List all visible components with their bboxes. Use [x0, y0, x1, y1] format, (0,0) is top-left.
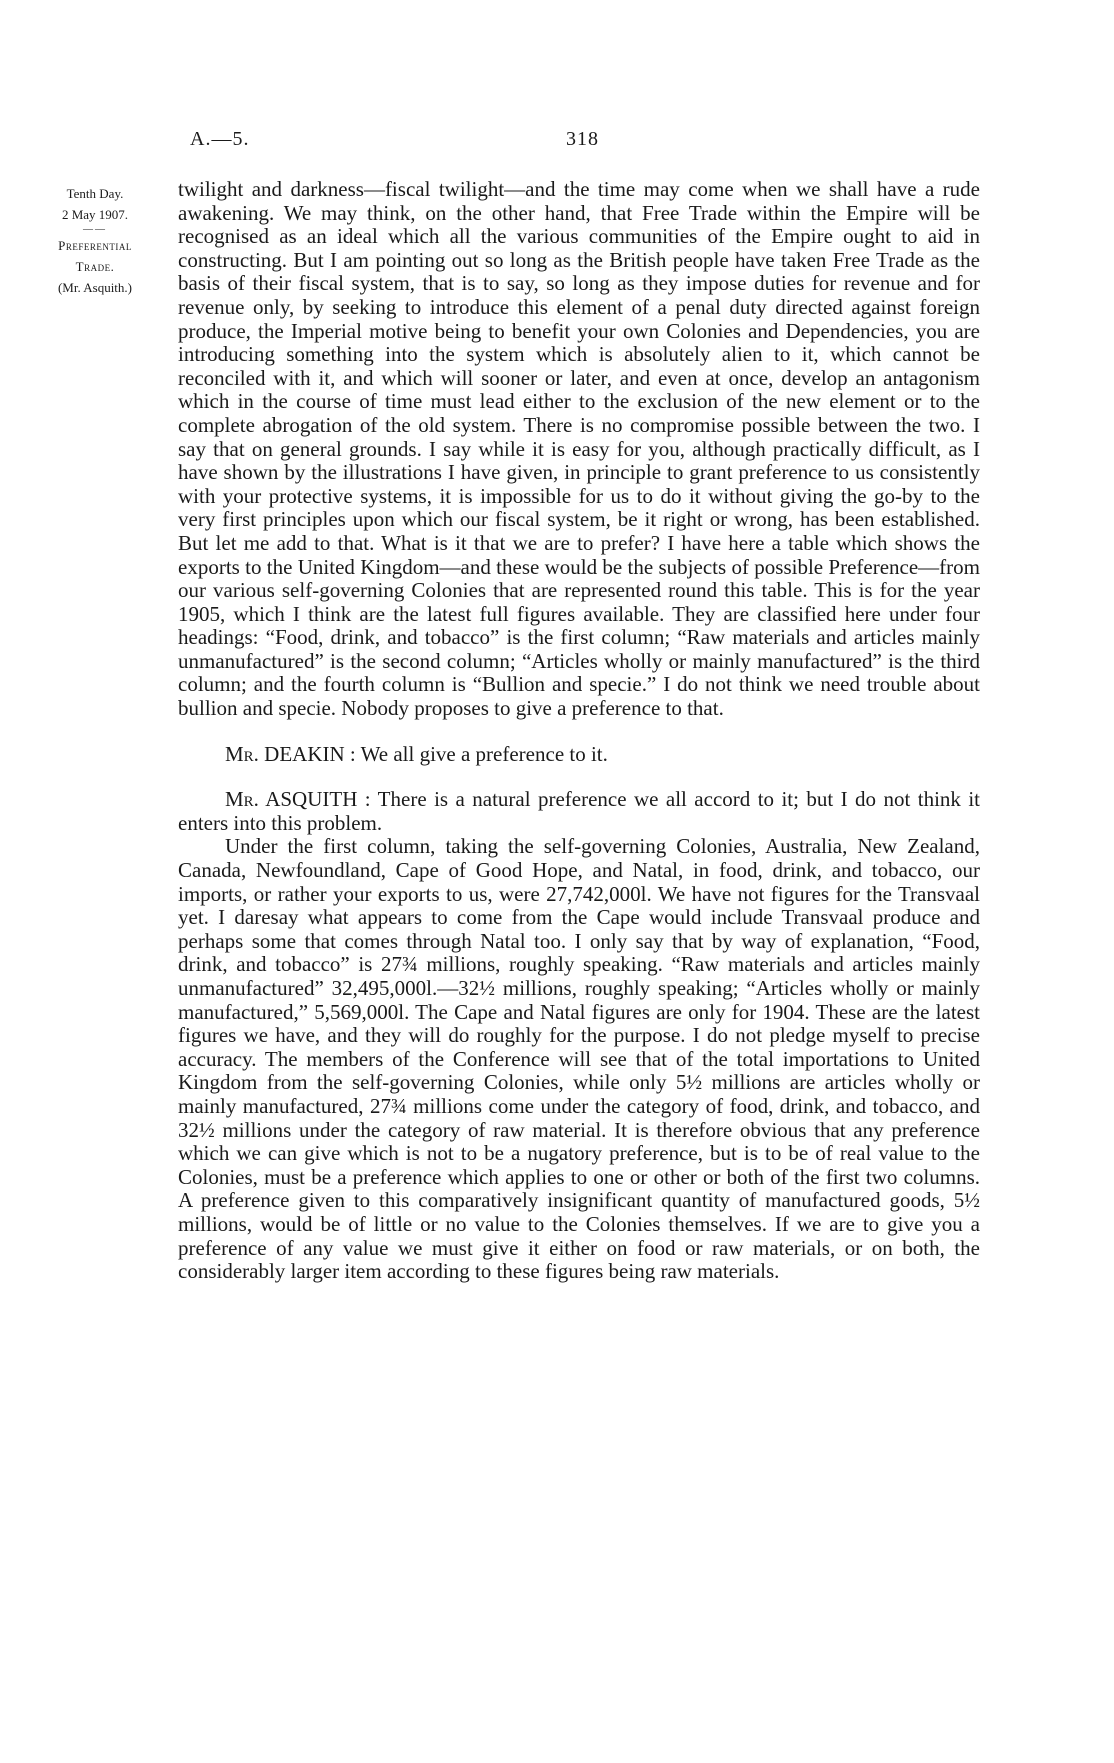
- margin-day: Tenth Day.: [66, 186, 124, 201]
- margin-separator: ——: [83, 224, 107, 235]
- speaker-deakin: Mr. DEAKIN: [225, 741, 345, 766]
- document-code: A.—5.: [190, 128, 250, 150]
- paragraph-1: twilight and darkness—fiscal twilight—and the time may come when we shall have a rude awakening. We may think, on the other hand, that Free Trade within the Empire will be recognised as an ideal which all the various communities of the Empire ought to aid in constructing. But I am pointing out so long as the British people have taken Free Trade as the basis of their fiscal system, that is to say, so long as they impose duties for revenue and for revenue only, by seeking to introduce this element of a penal duty directed against foreign produce, the Imperial motive being to benefit your own Colonies and Dependencies, you are introducing something into the system which is absolutely alien to it, which cannot be reconciled with it, and which will sooner or later, and even at once, develop an antagonism which in the course of time must lead either to the exclusion of the new element or to the complete abrogation of the old system. There is no compromise possible between the two. I say that on general grounds. I say while it is easy for you, although practically difficult, as I have shown by the illustrations I have given, in principle to grant preference to us consistently with your protective systems, it is impossible for us to do it without giving the go-by to the very first principles upon which our fiscal system, be it right or wrong, has been established. But let me add to that. What is it that we are to prefer? I have here a table which shows the exports to the United Kingdom—and these would be the subjects of possible Preference—from our various self-governing Colonies that are represented round this table. This is for the year 1905, which I think are the latest full figures available. They are classified here under four headings: “Food, drink, and tobacco” is the first column; “Raw materials and articles mainly unmanufactured” is the second column; “Articles wholly or mainly manufactured” is the third column; and the fourth column is “Bullion and specie.” I do not think we need trouble about bullion and specie. Nobody proposes to give a preference to that.: [178, 177, 980, 721]
- paragraph-4: Under the first column, taking the self-governing Colonies, Australia, New Zealand, Canada, Newfoundland, Cape of Good Hope, and Natal, in food, drink, and tobacco, our imports, or rather your exports to us, were 27,742,000l. We have not figures for the Transvaal yet. I daresay what appears to come from the Cape would include Transvaal produce and perhaps some that comes through Natal too. I only say that by way of explanation, “Food, drink, and tobacco” is 27¾ millions, roughly speaking. “Raw materials and articles mainly unmanufactured” 32,495,000l.—32½ millions, roughly speaking; “Articles wholly or mainly manufactured,” 5,569,000l. The Cape and Natal figures are only for 1904. These are the latest figures we have, and they will do roughly for the purpose. I do not pledge myself to precise accuracy. The members of the Conference will see that of the total importations to United Kingdom from the self-governing Colonies, while only 5½ millions are articles wholly or mainly manufactured, 27¾ millions come under the category of food, drink, and tobacco, and 32½ millions under the category of raw material. It is therefore obvious that any preference which we can give which is not to be a nugatory preference, but is to be of real value to the Colonies, must be a preference which applies to one or other or both of the first two columns. A preference given to this comparatively insignificant quantity of manufactured goods, 5½ millions, would be of little or no value to the Colonies themselves. If we are to give you a preference of any value we must give it either on food or raw materials, or on both, the considerably larger item according to these figures being raw materials.: [178, 834, 980, 1284]
- speaker-asquith: Mr. ASQUITH: [225, 787, 358, 812]
- asquith-remark: : There is a natural preference we all accord to it; but I do not think it enters into this problem.: [178, 787, 981, 835]
- page-header: [190, 128, 980, 158]
- margin-date: 2 May 1907.: [61, 207, 129, 222]
- page-number: 318: [566, 128, 599, 150]
- body-text: [178, 178, 980, 1284]
- margin-topic-line2: Trade.: [75, 259, 115, 274]
- margin-speaker: (Mr. Asquith.): [57, 280, 133, 295]
- deakin-remark: : We all give a preference to it.: [349, 741, 608, 766]
- margin-topic-line1: Preferential: [58, 238, 132, 253]
- paragraph-asquith: [178, 788, 980, 835]
- margin-notes: [30, 183, 160, 298]
- paragraph-deakin: [178, 743, 980, 767]
